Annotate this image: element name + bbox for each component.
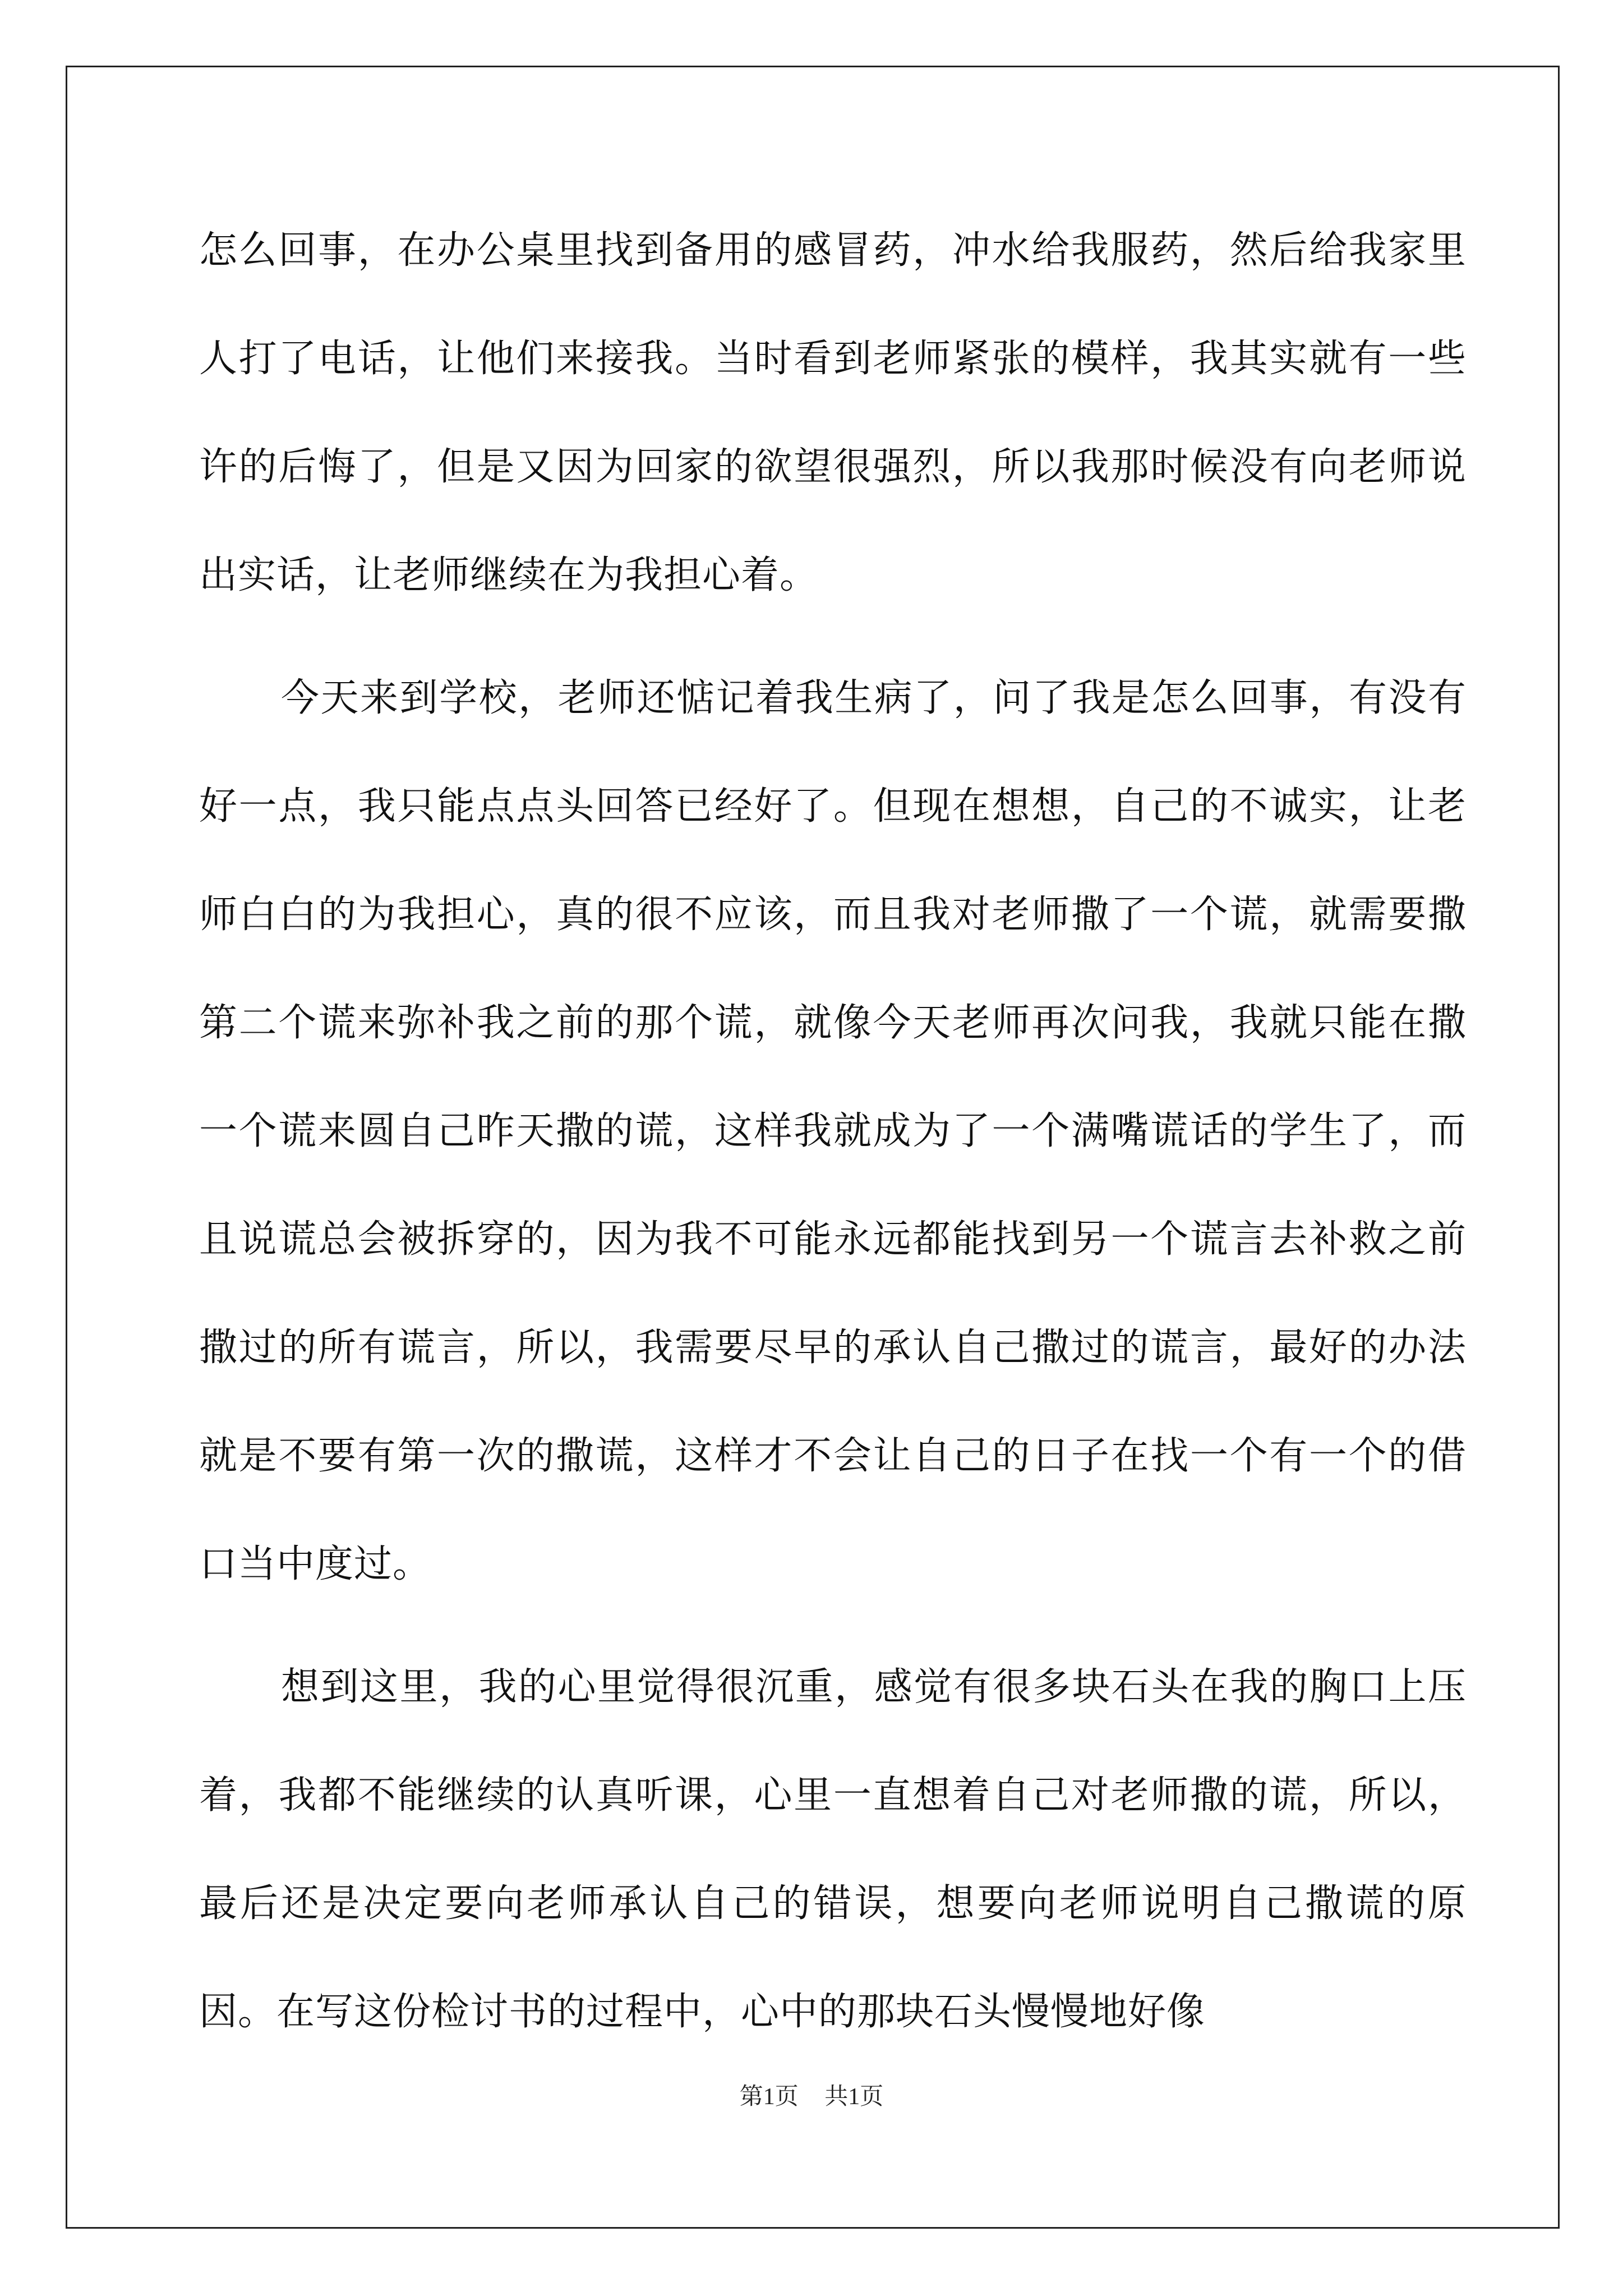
document-body (199, 196, 1467, 2081)
paragraph-1: 怎么回事，在办公桌里找到备用的感冒药，冲水给我服药，然后给我家里人打了电话，让他们来接我。当时看到老师紧张的模样，我其实就有一些许的后悔了，但是又因为回家的欲望很强烈，所以我那时候没有向老师说出实话，让老师继续在为我担心着。 (199, 228, 1467, 597)
paragraph-3: 想到这里，我的心里觉得很沉重，感觉有很多块石头在我的胸口上压着，我都不能继续的认真听课，心里一直想着自己对老师撒的谎，所以，最后还是决定要向老师承认自己的错误，想要向老师说明自己撒谎的原因。在写这份检讨书的过程中，心中的那块石头慢慢地好像 (199, 1665, 1467, 2034)
paragraph-2: 今天来到学校，老师还惦记着我生病了，问了我是怎么回事，有没有好一点，我只能点点头回答已经好了。但现在想想，自己的不诚实，让老师白白的为我担心，真的很不应该，而且我对老师撒了一个谎，就需要撒第二个谎来弥补我之前的那个谎，就像今天老师再次问我，我就只能在撒一个谎来圆自己昨天撒的谎，这样我就成为了一个满嘴谎话的学生了，而且说谎总会被拆穿的，因为我不可能永远都能找到另一个谎言去补救之前撒过的所有谎言，所以，我需要尽早的承认自己撒过的谎言，最好的办法就是不要有第一次的撒谎，这样才不会让自己的日子在找一个有一个的借口当中度过。 (199, 676, 1467, 1586)
page-number: 第1页 (739, 2084, 799, 2110)
page-footer (0, 2080, 1623, 2114)
page-total: 共1页 (824, 2084, 884, 2110)
